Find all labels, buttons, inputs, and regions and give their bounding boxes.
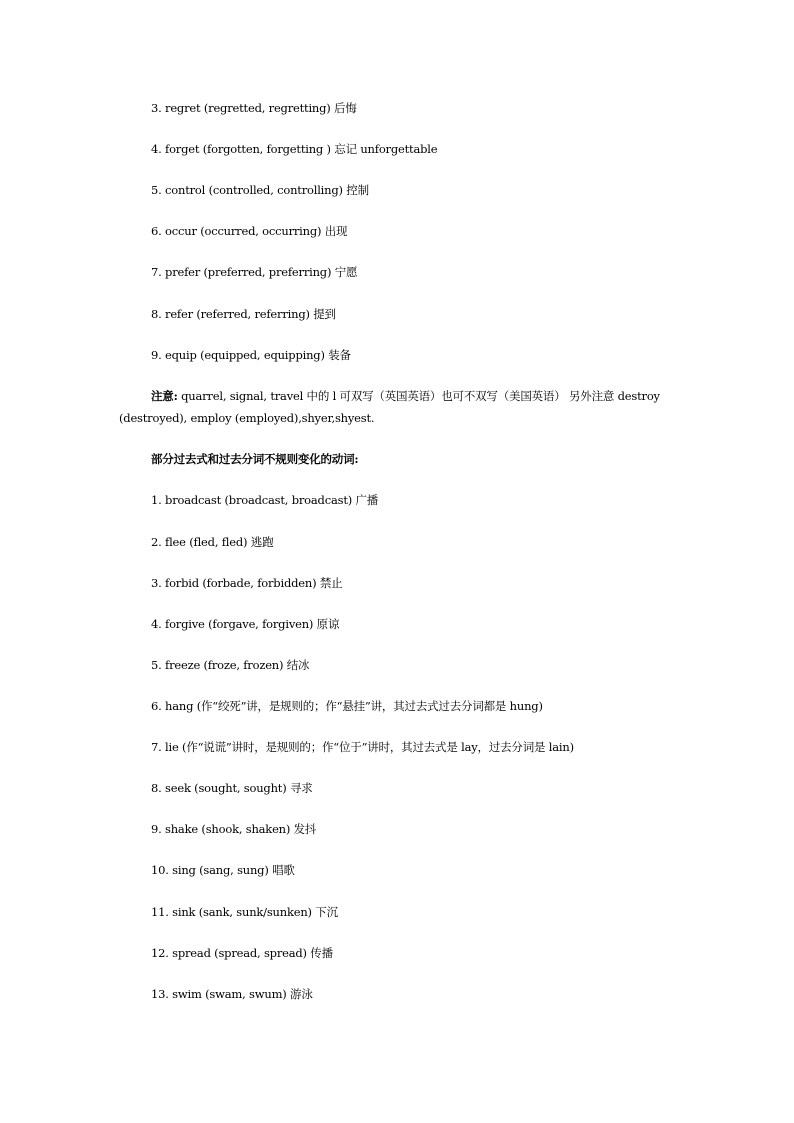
list-item: 5. control (controlled, controlling) 控制 [151,183,369,197]
list-item: 10. sing (sang, sung) 唱歌 [151,863,295,877]
list-item: 6. hang (作“绞死”讲，是规则的；作“悬挂”讲，其过去式过去分词都是 hung) [151,699,543,713]
list-item: 8. refer (referred, referring) 提到 [151,307,336,321]
list-item: 4. forget (forgotten, forgetting ) 忘记 unforgettable [151,142,438,156]
list-item: 7. prefer (preferred, preferring) 宁愿 [151,265,358,279]
list-item: 3. regret (regretted, regretting) 后悔 [151,101,357,115]
list-item: 5. freeze (froze, frozen) 结冰 [151,658,310,672]
note-label: 注意: [151,389,178,403]
list-item: 8. seek (sought, sought) 寻求 [151,781,313,795]
list-item: 4. forgive (forgave, forgiven) 原谅 [151,617,340,631]
list-item: 7. lie (作“说谎”讲时，是规则的；作“位于”讲时，其过去式是 lay，过去分词是 lain) [151,740,574,754]
list-item: 1. broadcast (broadcast, broadcast) 广播 [151,493,379,507]
list-item: 9. shake (shook, shaken) 发抖 [151,822,317,836]
list-item: 13. swim (swam, swum) 游泳 [151,987,313,1001]
section-heading: 部分过去式和过去分词不规则变化的动词: [151,452,359,466]
list-item: 6. occur (occurred, occurring) 出现 [151,224,348,238]
note-paragraph [119,385,679,429]
list-item: 11. sink (sank, sunk/sunken) 下沉 [151,905,338,919]
list-item: 12. spread (spread, spread) 传播 [151,946,333,960]
list-item: 3. forbid (forbade, forbidden) 禁止 [151,576,343,590]
note-text: quarrel, signal, travel 中的 l 可双写（英国英语）也可不双写（美国英语） 另外注意 destroy (destroyed), employ (employed),shyer,shyest. [119,389,660,425]
list-item: 9. equip (equipped, equipping) 装备 [151,348,351,362]
list-item: 2. flee (fled, fled) 逃跑 [151,535,274,549]
